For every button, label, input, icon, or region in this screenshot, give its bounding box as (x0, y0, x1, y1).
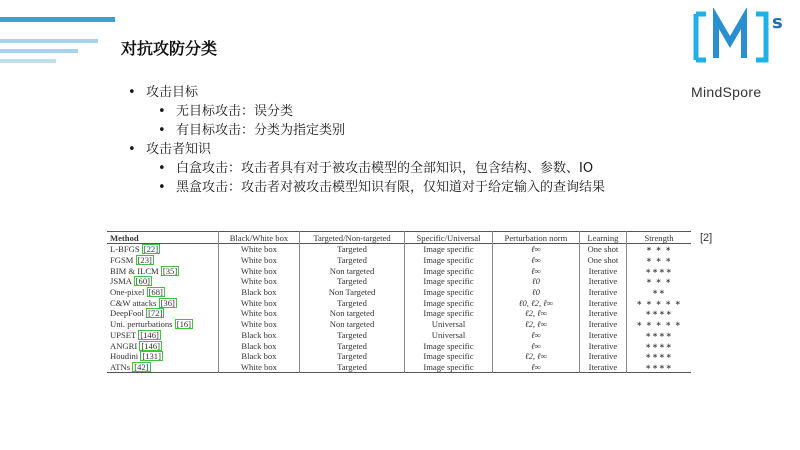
learn-cell: Iterative (579, 362, 626, 373)
bullet-item (128, 141, 605, 160)
svg-text:s: s (772, 12, 783, 33)
sub-bullet-item (128, 160, 605, 179)
strength-cell: ∗ ∗ ∗ (627, 276, 691, 287)
norm-cell: ℓ∞ (493, 330, 580, 341)
target-cell: Targeted (300, 351, 405, 362)
column-header: Black/White box (218, 232, 299, 244)
method-name: BIM & ILCM (110, 265, 159, 276)
method-name: Houdini (110, 351, 139, 362)
method-cell (107, 319, 218, 330)
spec-cell: Image specific (404, 297, 492, 308)
logo-text: MindSpore (691, 84, 762, 100)
table-row (107, 255, 691, 266)
bullet-dot-icon: • (128, 85, 136, 100)
norm-cell: ℓ2, ℓ∞ (493, 308, 580, 319)
strength-cell: ∗ ∗ ∗ (627, 244, 691, 255)
spec-cell: Universal (404, 319, 492, 330)
slide-title: 对抗攻防分类 (121, 39, 218, 58)
strength-cell: ∗∗∗∗ (627, 340, 691, 351)
column-header: Strength (627, 232, 691, 244)
column-header: Learning (579, 232, 626, 244)
method-name: DeepFool (110, 308, 144, 319)
spec-cell: Image specific (404, 340, 492, 351)
table-row (107, 330, 691, 341)
method-cell (107, 255, 218, 266)
method-cell (107, 265, 218, 276)
spec-cell: Image specific (404, 362, 492, 373)
method-cell (107, 330, 218, 341)
bullet-text: 无目标攻击：误分类 (176, 104, 294, 119)
bullet-text: 攻击目标 (146, 85, 199, 100)
method-name: Uni. perturbations (110, 319, 173, 330)
target-cell: Non targeted (300, 265, 405, 276)
method-cell (107, 297, 218, 308)
bullet-text: 有目标攻击：分类为指定类别 (176, 123, 346, 138)
strength-cell: ∗ ∗ ∗ (627, 255, 691, 266)
method-name: ATNs (110, 361, 131, 372)
bullet-text: 攻击者知识 (146, 142, 212, 157)
learn-cell: One shot (579, 244, 626, 255)
spec-cell: Image specific (404, 265, 492, 276)
box-cell: White box (218, 244, 299, 255)
target-cell: Targeted (300, 255, 405, 266)
box-cell: White box (218, 255, 299, 266)
learn-cell: Iterative (579, 287, 626, 298)
norm-cell: ℓ∞ (493, 340, 580, 351)
reference-link[interactable]: [146] (141, 340, 160, 351)
norm-cell: ℓ0 (493, 276, 580, 287)
mindspore-logo-icon (690, 8, 790, 68)
box-cell: White box (218, 265, 299, 276)
strength-cell: ∗∗∗∗ (627, 330, 691, 341)
learn-cell: Iterative (579, 319, 626, 330)
box-cell: White box (218, 297, 299, 308)
method-name: ANGRI (110, 340, 138, 351)
norm-cell: ℓ2, ℓ∞ (493, 319, 580, 330)
bullet-text: 黑盒攻击：攻击者对被攻击模型知识有限，仅知道对于给定输入的查询结果 (176, 180, 606, 195)
box-cell: Black box (218, 351, 299, 362)
learn-cell: Iterative (579, 297, 626, 308)
bullet-list (128, 84, 605, 198)
target-cell: Non targeted (300, 308, 405, 319)
table-row (107, 297, 691, 308)
reference-link[interactable]: [16] (176, 319, 192, 330)
spec-cell: Image specific (404, 255, 492, 266)
strength-cell: ∗∗∗∗ (627, 351, 691, 362)
table-row (107, 287, 691, 298)
method-cell (107, 244, 218, 255)
method-cell (107, 351, 218, 362)
norm-cell: ℓ0, ℓ2, ℓ∞ (493, 297, 580, 308)
norm-cell: ℓ0 (493, 287, 580, 298)
method-name: L-BFGS (110, 244, 140, 255)
method-name: FGSM (110, 255, 134, 266)
spec-cell: Image specific (404, 244, 492, 255)
decor-stripe (0, 39, 98, 43)
reference-link[interactable]: [60] (135, 276, 150, 287)
method-cell (107, 340, 218, 351)
strength-cell: ∗∗∗∗ (627, 308, 691, 319)
strength-cell: ∗∗∗∗ (627, 265, 691, 276)
norm-cell: ℓ∞ (493, 362, 580, 373)
decor-stripe (0, 17, 115, 22)
table-row (107, 244, 691, 255)
column-header: Perturbation norm (493, 232, 580, 244)
table-row (107, 362, 691, 373)
box-cell: Black box (218, 287, 299, 298)
reference-link[interactable]: [146] (140, 329, 159, 340)
target-cell: Targeted (300, 297, 405, 308)
strength-cell: ∗ ∗ ∗ ∗ ∗ (627, 297, 691, 308)
norm-cell: ℓ∞ (493, 244, 580, 255)
table-header-row (107, 232, 691, 244)
method-name: UPSET (110, 329, 137, 340)
bullet-dot-icon: • (158, 180, 166, 195)
table-row (107, 319, 691, 330)
spec-cell: Image specific (404, 308, 492, 319)
spec-cell: Image specific (404, 287, 492, 298)
bullet-item (128, 84, 605, 103)
strength-cell: ∗ ∗ ∗ ∗ ∗ (627, 319, 691, 330)
method-name: JSMA (110, 276, 132, 287)
decor-stripe (0, 59, 56, 63)
norm-cell: ℓ∞ (493, 265, 580, 276)
method-cell (107, 276, 218, 287)
reference-link[interactable]: [22] (143, 244, 159, 255)
method-name: One-pixel (110, 287, 145, 298)
box-cell: White box (218, 308, 299, 319)
table-row (107, 308, 691, 319)
spec-cell: Image specific (404, 276, 492, 287)
box-cell: Black box (218, 340, 299, 351)
target-cell: Non Targeted (300, 287, 405, 298)
spec-cell: Image specific (404, 351, 492, 362)
mindspore-logo (690, 8, 790, 98)
bullet-dot-icon: • (158, 123, 166, 138)
target-cell: Targeted (300, 340, 405, 351)
reference-link[interactable]: [42] (134, 361, 149, 372)
learn-cell: Iterative (579, 340, 626, 351)
bullet-dot-icon: • (158, 104, 166, 119)
norm-cell: ℓ∞ (493, 255, 580, 266)
reference-link[interactable]: [68] (148, 287, 163, 298)
box-cell: White box (218, 362, 299, 373)
method-cell (107, 362, 218, 373)
box-cell: White box (218, 276, 299, 287)
target-cell: Targeted (300, 330, 405, 341)
target-cell: Targeted (300, 362, 405, 373)
column-header: Method (110, 232, 139, 243)
box-cell: White box (218, 319, 299, 330)
bullet-text: 白盒攻击：攻击者具有对于被攻击模型的全部知识，包含结构、参数、IO (176, 161, 594, 176)
reference-link[interactable]: [72] (148, 308, 163, 319)
spec-cell: Universal (404, 330, 492, 341)
learn-cell: Iterative (579, 330, 626, 341)
learn-cell: Iterative (579, 276, 626, 287)
strength-cell: ∗∗ (627, 287, 691, 298)
reference-link[interactable]: [35] (162, 265, 178, 276)
table-row (107, 265, 691, 276)
sub-bullet-item (128, 122, 605, 141)
reference-link[interactable]: [23] (137, 255, 152, 266)
strength-cell: ∗∗∗∗ (627, 362, 691, 373)
norm-cell: ℓ2, ℓ∞ (493, 351, 580, 362)
decor-stripe (0, 49, 78, 53)
learn-cell: Iterative (579, 265, 626, 276)
method-cell (107, 287, 218, 298)
learn-cell: Iterative (579, 308, 626, 319)
reference-link[interactable]: [131] (142, 351, 161, 362)
sub-bullet-item (128, 103, 605, 122)
learn-cell: Iterative (579, 351, 626, 362)
attack-comparison-table (107, 231, 691, 373)
table-row (107, 276, 691, 287)
table-row (107, 340, 691, 351)
target-cell: Targeted (300, 244, 405, 255)
target-cell: Non targeted (300, 319, 405, 330)
citation: [2] (700, 232, 713, 244)
sub-bullet-item (128, 179, 605, 198)
box-cell: Black box (218, 330, 299, 341)
target-cell: Targeted (300, 276, 405, 287)
reference-link[interactable]: [36] (160, 297, 175, 308)
table-row (107, 351, 691, 362)
bullet-dot-icon: • (158, 161, 166, 176)
learn-cell: One shot (579, 255, 626, 266)
method-name: C&W attacks (110, 297, 157, 308)
method-cell (107, 308, 218, 319)
column-header: Targeted/Non-targeted (300, 232, 405, 244)
column-header: Specific/Universal (404, 232, 492, 244)
bullet-dot-icon: • (128, 142, 136, 157)
